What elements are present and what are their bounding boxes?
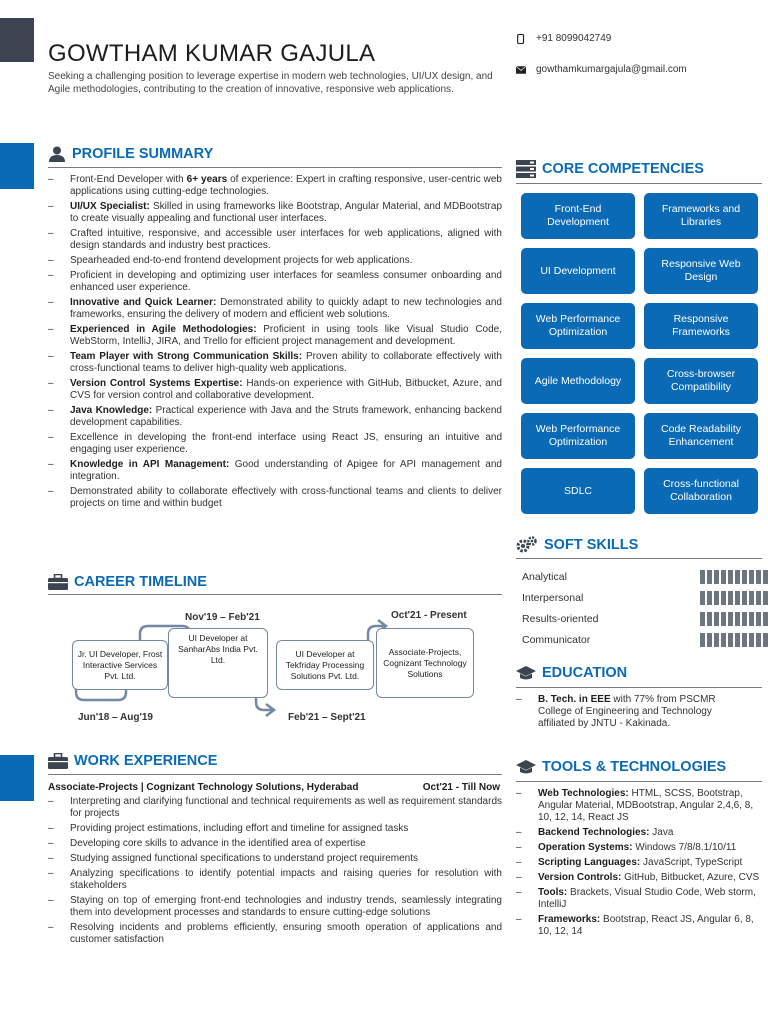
profile-item — [48, 486, 502, 510]
job-title: Associate-Projects | Cognizant Technology Solutions, Hyderabad — [48, 782, 359, 793]
tools-category: Scripting Languages: — [538, 857, 641, 868]
skill-level-segment — [735, 591, 740, 605]
profile-divider — [48, 167, 502, 168]
job-period: Oct'21 - Till Now — [422, 782, 500, 793]
competency-tile: Responsive Frameworks — [644, 303, 758, 349]
skill-level-segment — [742, 570, 747, 584]
tools-heading-label: TOOLS & TECHNOLOGIES — [542, 759, 727, 775]
tools-category: Version Controls: — [538, 872, 622, 883]
skill-name: Analytical — [522, 570, 567, 583]
skill-level-segment — [721, 591, 726, 605]
education-list — [516, 694, 736, 733]
server-icon — [516, 160, 536, 178]
graduation-cap-icon — [516, 759, 536, 775]
briefcase-icon — [48, 753, 68, 769]
tools-values: Java — [649, 827, 674, 838]
education-divider — [516, 687, 762, 688]
timeline-date-1: Jun'18 – Aug'19 — [78, 712, 153, 723]
profile-item — [48, 174, 502, 198]
skill-level-segment — [735, 612, 740, 626]
skill-level-segment — [756, 612, 761, 626]
timeline-role-1: Jr. UI Developer, Frost Interactive Services Pvt. Ltd. — [72, 640, 168, 690]
profile-item-bold: Version Control Systems Expertise: — [70, 378, 243, 389]
tools-category: Tools: — [538, 887, 568, 898]
timeline-role-3: UI Developer at Tekfriday Processing Solutions Pvt. Ltd. — [276, 640, 374, 690]
profile-item-bold: UI/UX Specialist: — [70, 201, 150, 212]
skill-level-segment — [700, 591, 705, 605]
skill-name: Results-oriented — [522, 612, 599, 625]
profile-item — [48, 459, 502, 483]
skill-level-segment — [749, 612, 754, 626]
tools-item — [516, 842, 762, 854]
profile-item-text: Proven ability to collaborate effectively with cross-functional teams to deliver high-quality web applications. — [70, 351, 502, 374]
tagline: Seeking a challenging position to leverage expertise in modern web technologies, UI/UX design, and Agile methodologies, contributing to the creation of innovative, responsive web applications. — [48, 71, 493, 95]
profile-heading — [48, 146, 213, 162]
skill-level-segment — [714, 591, 719, 605]
skill-level-bar — [700, 612, 768, 626]
competency-tile: Web Performance Optimization — [521, 303, 635, 349]
profile-item — [48, 324, 502, 348]
skill-level-bar — [700, 570, 768, 584]
email-address[interactable]: gowthamkumargajula@gmail.com — [536, 64, 687, 75]
tools-heading — [516, 759, 726, 775]
profile-heading-label: PROFILE SUMMARY — [72, 146, 214, 162]
skill-level-segment — [756, 633, 761, 647]
timeline-divider — [48, 594, 502, 595]
profile-item-bold: 6+ years — [186, 174, 228, 185]
work-item: – Providing project estimations, including effort and timeline for assigned tasks — [48, 823, 502, 835]
corner-accent-block — [0, 18, 34, 62]
tools-category: Operation Systems: — [538, 842, 633, 853]
profile-item — [48, 270, 502, 294]
timeline-heading-label: CAREER TIMELINE — [74, 574, 207, 590]
skill-row — [522, 587, 768, 608]
skill-row — [522, 629, 768, 650]
soft-skills-divider — [516, 558, 762, 559]
skill-level-segment — [763, 612, 768, 626]
profile-item — [48, 378, 502, 402]
competency-tile: Front-End Development — [521, 193, 635, 239]
profile-item-text: Practical experience with Java and the Struts framework, enhancing backend development capabilities. — [70, 405, 502, 428]
skill-level-segment — [728, 612, 733, 626]
profile-item — [48, 405, 502, 429]
skill-level-segment — [763, 591, 768, 605]
skill-level-segment — [735, 570, 740, 584]
competency-tile: Cross-functional Collaboration — [644, 468, 758, 514]
timeline-role-2: UI Developer at SanharAbs India Pvt. Ltd. — [168, 628, 268, 698]
profile-item-text: Proficient in using tools like Visual Studio Code, WebStorm, IntelliJ, JIRA, and Trello for efficient project management and development. — [70, 324, 503, 347]
degree: B. Tech. in EEE — [538, 694, 611, 705]
tools-divider — [516, 781, 762, 782]
skill-level-segment — [707, 570, 712, 584]
profile-item-text: Demonstrated ability to quickly adapt to new technologies and frameworks, ensuring the delivery of modern and efficient web solutions. — [70, 297, 502, 320]
profile-item — [48, 432, 502, 456]
contact-phone — [516, 33, 611, 44]
contact-email — [516, 64, 687, 75]
skill-level-segment — [707, 591, 712, 605]
tools-item — [516, 788, 762, 824]
competencies-heading-label: CORE COMPETENCIES — [542, 161, 704, 177]
profile-item-text: Front-End Developer with — [70, 174, 187, 185]
competencies-divider — [516, 183, 762, 184]
skill-name: Communicator — [522, 633, 591, 646]
degree-details: with 77% from PSCMR College of Engineering and Technology affiliated by JNTU - Kakinada. — [538, 694, 716, 729]
skill-level-segment — [749, 633, 754, 647]
profile-item — [48, 297, 502, 321]
competency-tile: Code Readability Enhancement — [644, 413, 758, 459]
profile-item-text: Demonstrated ability to collaborate effectively with cross-functional teams and clients to deliver projects on time and within budget — [70, 486, 502, 509]
gears-icon — [516, 536, 538, 554]
skill-level-segment — [700, 633, 705, 647]
profile-item-bold: Team Player with Strong Communication Skills: — [70, 351, 303, 362]
skill-level-segment — [714, 612, 719, 626]
tools-list — [516, 788, 762, 941]
skill-level-bar — [700, 633, 768, 647]
profile-item-text: Excellence in developing the front-end interface using React JS, ensuring an intuitive and engaging user experience. — [70, 432, 502, 455]
side-accent-block — [0, 755, 34, 801]
skill-level-segment — [763, 570, 768, 584]
profile-item-text: Good understanding of Apigee for API management and integration. — [70, 459, 502, 482]
profile-item-text: Skilled in using frameworks like Bootstrap, Angular Material, and MDBootstrap to create visually appealing and functional user interfaces. — [70, 201, 502, 224]
skill-level-segment — [749, 570, 754, 584]
skill-level-segment — [700, 612, 705, 626]
skill-level-bar — [700, 591, 768, 605]
skill-level-segment — [742, 633, 747, 647]
education-heading — [516, 665, 627, 681]
candidate-name: GOWTHAM KUMAR GAJULA — [48, 40, 376, 67]
skill-level-segment — [728, 591, 733, 605]
work-heading-label: WORK EXPERIENCE — [74, 753, 218, 769]
profile-item — [48, 201, 502, 225]
tools-category: Backend Technologies: — [538, 827, 650, 838]
job-header — [48, 782, 500, 793]
profile-item — [48, 351, 502, 375]
profile-item-bold: Knowledge in API Management: — [70, 459, 230, 470]
skill-level-segment — [742, 591, 747, 605]
skill-level-segment — [714, 633, 719, 647]
tools-category: Frameworks: — [538, 914, 601, 925]
skill-level-segment — [707, 633, 712, 647]
soft-skills-heading — [516, 536, 638, 554]
competency-tile: Agile Methodology — [521, 358, 635, 404]
work-item: – Developing core skills to advance in the identified area of expertise — [48, 838, 502, 850]
skill-level-segment — [721, 633, 726, 647]
career-timeline — [48, 604, 502, 724]
work-item: – Resolving incidents and problems efficiently, ensuring smooth operation of applications and customer satisfaction — [48, 922, 502, 946]
profile-item-text: Proficient in developing and optimizing user interfaces for seamless consumer onboarding and enhanced user experience. — [70, 270, 502, 293]
tools-category: Web Technologies: — [538, 788, 629, 799]
skill-level-segment — [763, 633, 768, 647]
profile-item — [48, 255, 502, 267]
tools-item — [516, 887, 762, 911]
timeline-date-3: Feb'21 – Sept'21 — [288, 712, 366, 723]
timeline-role-4: Associate-Projects, Cognizant Technology Solutions — [376, 628, 474, 698]
skill-level-segment — [700, 570, 705, 584]
tools-item — [516, 914, 762, 938]
side-accent-block — [0, 143, 34, 189]
profile-item-text: Spearheaded end-to-end frontend development projects for web applications. — [70, 255, 413, 266]
soft-skills-heading-label: SOFT SKILLS — [544, 537, 639, 553]
user-icon — [48, 146, 66, 162]
profile-item-bold: Java Knowledge: — [70, 405, 153, 416]
competency-tile: SDLC — [521, 468, 635, 514]
timeline-date-2: Nov'19 – Feb'21 — [185, 612, 260, 623]
tools-values: GitHub, Bitbucket, Azure, CVS — [621, 872, 760, 883]
profile-item-bold: Experienced in Agile Methodologies: — [70, 324, 257, 335]
skill-level-segment — [721, 612, 726, 626]
tools-values: HTML, SCSS, Bootstrap, Angular Material, MDBootstrap, Angular 2,4,6, 8, 10, 12, 14, React JS — [538, 788, 754, 823]
tools-values: Windows 7/8/8.1/10/11 — [632, 842, 737, 853]
work-divider — [48, 774, 502, 775]
competency-tile: Web Performance Optimization — [521, 413, 635, 459]
work-item: – Interpreting and clarifying functional and technical requirements as well as requirement standards for projects — [48, 796, 502, 820]
competency-tile: Responsive Web Design — [644, 248, 758, 294]
competencies-heading — [516, 160, 704, 178]
tools-item — [516, 827, 762, 839]
skill-level-segment — [714, 570, 719, 584]
work-item: – Studying assigned functional specifications to understand project requirements — [48, 853, 502, 865]
phone-number[interactable]: +91 8099042749 — [536, 33, 612, 44]
tools-item — [516, 872, 762, 884]
profile-item-text: of experience: Expert in crafting responsive, user-centric web applications using cutting-edge technologies. — [70, 174, 502, 197]
skill-row — [522, 608, 768, 629]
competency-tile: Frameworks and Libraries — [644, 193, 758, 239]
skill-level-segment — [756, 591, 761, 605]
competency-tile: Cross-browser Compatibility — [644, 358, 758, 404]
skill-level-segment — [749, 591, 754, 605]
competency-tile: UI Development — [521, 248, 635, 294]
skill-level-segment — [728, 570, 733, 584]
skill-name: Interpersonal — [522, 591, 584, 604]
tools-item — [516, 857, 762, 869]
phone-icon — [516, 34, 526, 44]
timeline-heading — [48, 574, 207, 590]
competencies-grid — [521, 193, 758, 514]
timeline-date-4: Oct'21 - Present — [391, 610, 467, 621]
skill-level-segment — [742, 612, 747, 626]
education-heading-label: EDUCATION — [542, 665, 628, 681]
work-item: – Staying on top of emerging front-end technologies and industry trends, seamlessly integrating them into development processes and standards to ensure cutting-edge solutions — [48, 895, 502, 919]
skill-row — [522, 566, 768, 587]
skill-level-segment — [756, 570, 761, 584]
work-item: – Analyzing specifications to identify potential impacts and raising queries for resolution with stakeholders — [48, 868, 502, 892]
tools-values: Bootstrap, React JS, Angular 6, 8, 10, 12, 14 — [538, 914, 754, 937]
profile-item — [48, 228, 502, 252]
education-item — [516, 694, 736, 730]
tools-values: Brackets, Visual Studio Code, Web storm, IntelliJ — [538, 887, 756, 910]
work-heading — [48, 753, 217, 769]
profile-item-bold: Innovative and Quick Learner: — [70, 297, 217, 308]
email-icon — [516, 65, 526, 75]
work-list — [48, 796, 502, 949]
briefcase-icon — [48, 574, 68, 590]
skill-level-segment — [707, 612, 712, 626]
skill-level-segment — [728, 633, 733, 647]
soft-skills-list — [522, 566, 768, 650]
skill-level-segment — [735, 633, 740, 647]
profile-list — [48, 174, 502, 513]
skill-level-segment — [721, 570, 726, 584]
profile-item-text: Hands-on experience with GitHub, Bitbucket, Azure, and CVS for version control and collaborative development. — [70, 378, 502, 401]
tools-values: JavaScript, TypeScript — [640, 857, 743, 868]
profile-item-text: Crafted intuitive, responsive, and accessible user interfaces for web applications, aligned with design standards and industry best practices. — [70, 228, 502, 251]
graduation-cap-icon — [516, 665, 536, 681]
